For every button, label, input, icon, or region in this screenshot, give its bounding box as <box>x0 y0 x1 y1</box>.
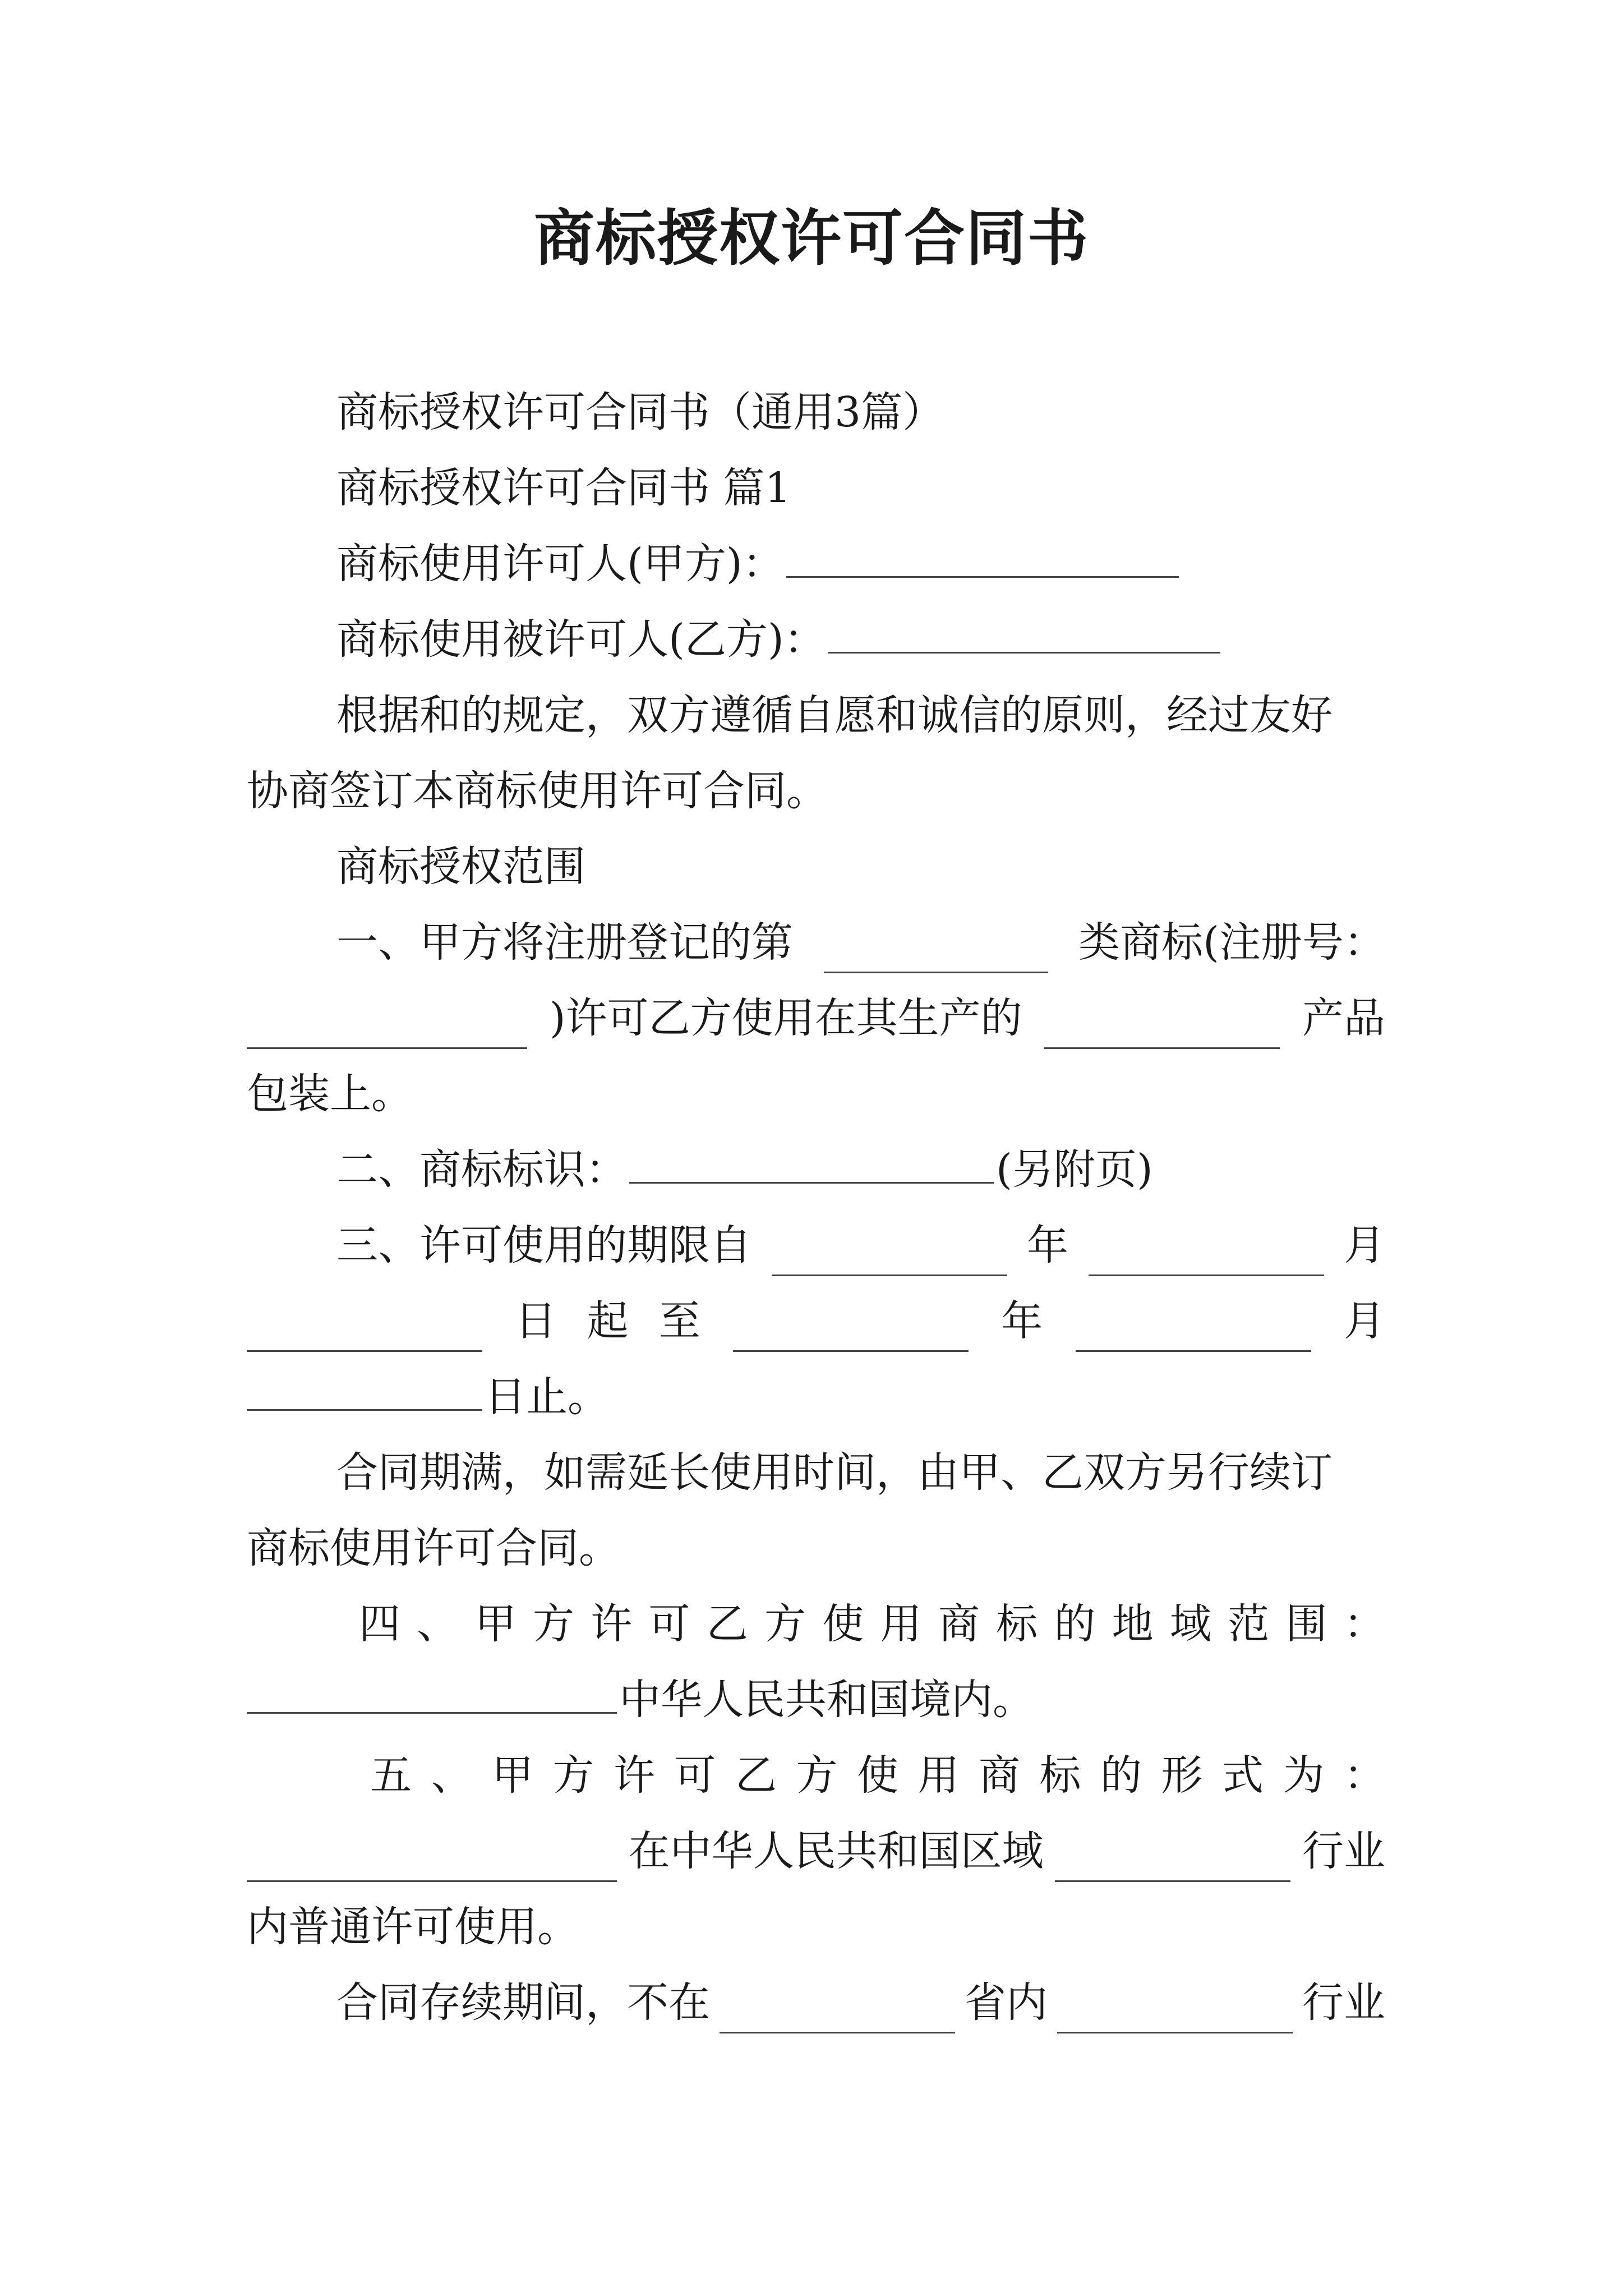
paragraph-line: 商标使用许可合同。 <box>247 1524 620 1572</box>
spaced-char: 形 <box>1161 1751 1203 1800</box>
party-a-blank <box>786 535 1179 578</box>
clause-1-line <box>247 912 1385 973</box>
clause-text: 二、商标标识： <box>336 1145 627 1194</box>
paragraph-line: 合同期满，如需延长使用时间，由甲、乙双方另行续订 <box>336 1448 1332 1497</box>
spaced-char: 为 <box>1283 1751 1325 1800</box>
clause-text: 日止。 <box>485 1373 609 1421</box>
spaced-char: 的 <box>1100 1751 1142 1800</box>
spaced-char: 域 <box>1169 1600 1211 1648</box>
class-number-blank <box>824 930 1048 973</box>
spaced-char: 商 <box>938 1600 980 1648</box>
start-year-blank <box>772 1233 1007 1276</box>
end-month-blank <box>1076 1309 1311 1352</box>
party-a-line <box>247 533 1385 595</box>
form-blank <box>247 1839 617 1882</box>
spaced-char: 可 <box>648 1600 690 1648</box>
clause-3-line <box>247 1290 1385 1352</box>
spaced-char: 用 <box>880 1600 922 1648</box>
spaced-char: 用 <box>917 1751 960 1800</box>
party-b-blank <box>828 610 1220 654</box>
clause-text: 至 <box>658 1297 700 1345</box>
party-a-label: 商标使用许可人(甲方)： <box>336 540 784 588</box>
paragraph-line: 根据和的规定，双方遵循自愿和诚信的原则，经过友好 <box>336 691 1332 739</box>
end-day-blank <box>247 1368 482 1411</box>
clause-text: 一、甲方将注册登记的第 <box>336 918 793 967</box>
clause-5-line <box>247 1745 1385 1806</box>
spaced-char: 标 <box>1039 1751 1081 1800</box>
spaced-char: 地 <box>1112 1600 1154 1648</box>
spaced-char: 四 <box>359 1600 400 1648</box>
spaced-char: 可 <box>674 1751 716 1800</box>
spaced-char: 的 <box>1054 1600 1096 1648</box>
spaced-char: 围 <box>1285 1600 1327 1648</box>
party-b-label: 商标使用被许可人(乙方)： <box>336 615 826 664</box>
clause-text: 在中华人民共和国区域 <box>628 1827 1044 1875</box>
clause-text: 行业 <box>1302 1978 1385 2027</box>
spaced-char: 许 <box>591 1600 633 1648</box>
spaced-char: 方 <box>764 1600 806 1648</box>
clause-4-line <box>247 1593 1385 1655</box>
industry-blank <box>1055 1839 1290 1882</box>
document-title: 商标授权许可合同书 <box>533 203 1089 274</box>
registration-number-blank <box>247 1006 527 1049</box>
clause-4-line <box>247 1669 1385 1731</box>
spaced-char: 许 <box>614 1751 655 1800</box>
clause-text: 年 <box>1001 1297 1043 1345</box>
product-blank <box>1044 1006 1280 1049</box>
clause-text: 起 <box>587 1297 629 1345</box>
spaced-char: 使 <box>822 1600 864 1648</box>
province-blank <box>720 1990 955 2033</box>
clause-text: 年 <box>1027 1221 1068 1269</box>
paragraph-line <box>247 1972 1385 2033</box>
spaced-char: 方 <box>532 1600 574 1648</box>
clause-1-line <box>247 987 1385 1049</box>
spaced-char: 甲 <box>474 1600 517 1648</box>
clause-text: 月 <box>1344 1221 1385 1269</box>
clause-text: 三、许可使用的期限自 <box>336 1221 751 1269</box>
start-month-blank <box>1089 1233 1324 1276</box>
trademark-mark-blank <box>629 1140 994 1184</box>
clause-3-line <box>247 1214 1385 1276</box>
clause-text: 类商标(注册号： <box>1078 918 1385 967</box>
clause-text: 合同存续期间，不在 <box>336 1978 710 2027</box>
start-day-blank <box>247 1309 482 1352</box>
paragraph-line: 协商签订本商标使用许可合同。 <box>247 767 828 815</box>
region-blank <box>247 1671 617 1714</box>
spaced-char: 甲 <box>492 1751 533 1800</box>
industry-blank <box>1057 1990 1293 2033</box>
clause-2-line <box>247 1139 1385 1200</box>
spaced-char: ： <box>1343 1600 1385 1648</box>
spaced-char: 乙 <box>735 1751 777 1800</box>
spaced-char: 五 <box>370 1751 412 1800</box>
clause-text: 月 <box>1343 1297 1385 1345</box>
spaced-char: 式 <box>1222 1751 1264 1800</box>
spaced-char: 商 <box>979 1751 1020 1800</box>
clause-text: 产品 <box>1302 994 1385 1042</box>
clause-5-line: 内普通许可使用。 <box>247 1903 579 1951</box>
clause-text: 中华人民共和国境内。 <box>619 1676 1034 1724</box>
clause-text: 行业 <box>1302 1827 1385 1875</box>
clause-3-line <box>247 1366 1385 1428</box>
clause-text: (另附页) <box>996 1145 1153 1194</box>
clause-text: 日 <box>515 1297 557 1345</box>
spaced-char: 方 <box>796 1751 838 1800</box>
party-b-line <box>247 609 1385 670</box>
clause-text: 省内 <box>965 1978 1048 2027</box>
clause-5-line <box>247 1820 1385 1882</box>
doc-subtitle: 商标授权许可合同书（通用3篇） <box>336 388 944 436</box>
spaced-char: 标 <box>996 1600 1038 1648</box>
spaced-char: 、 <box>431 1751 473 1800</box>
section-heading: 商标授权范围 <box>336 843 585 891</box>
clause-text: )许可乙方使用在其生产的 <box>549 994 1022 1042</box>
end-year-blank <box>733 1309 969 1352</box>
spaced-char: 范 <box>1228 1600 1270 1648</box>
spaced-char: 乙 <box>706 1600 748 1648</box>
clause-1-line: 包装上。 <box>247 1070 413 1118</box>
spaced-char: 、 <box>417 1600 459 1648</box>
spaced-char: 使 <box>857 1751 898 1800</box>
spaced-char: ： <box>1344 1751 1385 1800</box>
spaced-char: 方 <box>552 1751 594 1800</box>
section-heading: 商标授权许可合同书 篇1 <box>336 464 791 512</box>
